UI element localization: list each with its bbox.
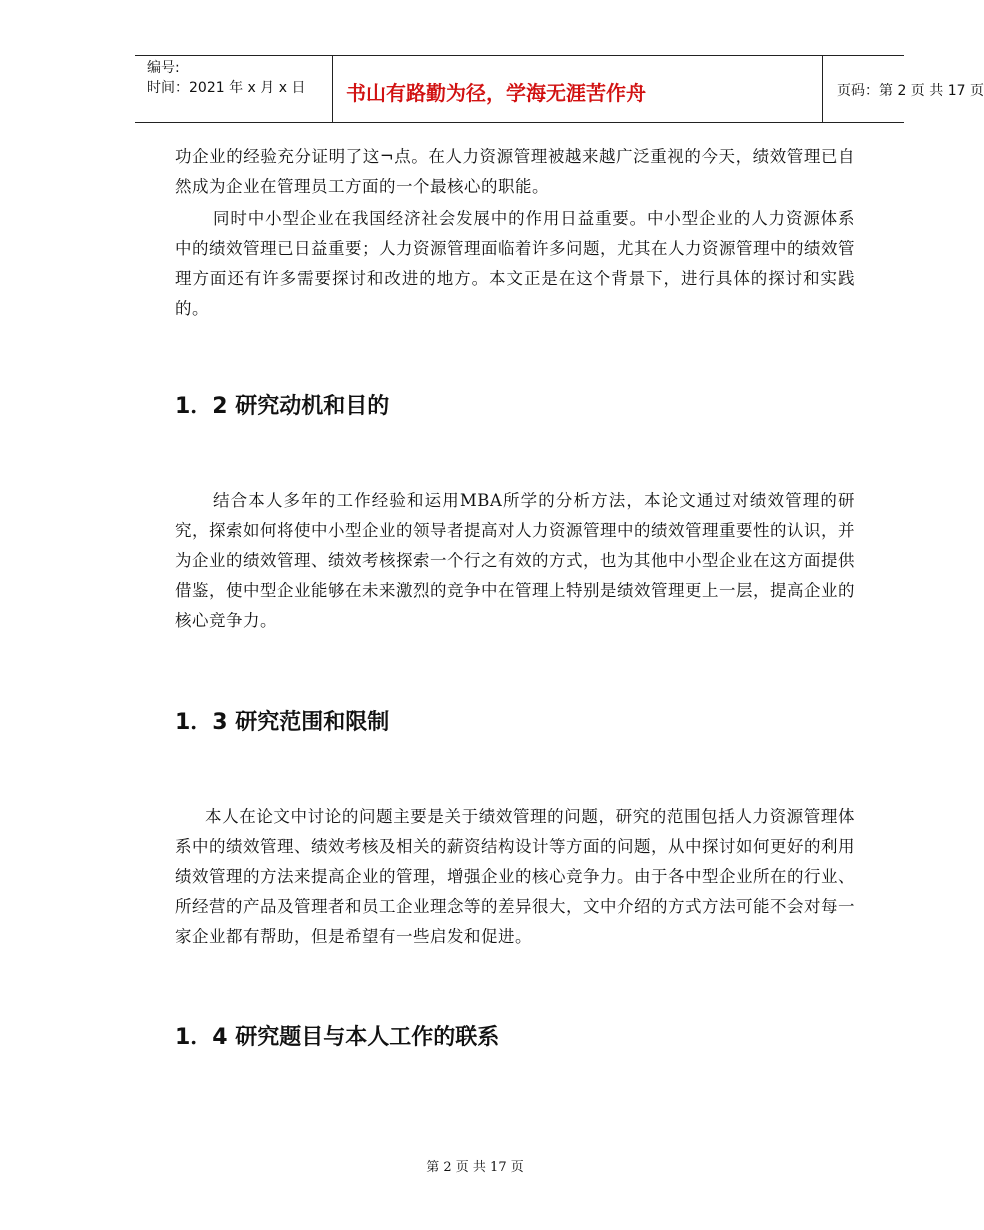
section-heading: 1．3 研究范围和限制	[175, 710, 390, 735]
body-paragraph: 同时中小型企业在我国经济社会发展中的作用日益重要。中小型企业的人力资源体系中的绩效管理已日益重要；人力资源管理面临着许多问题，尤其在人力资源管理中的绩效管理方面还有许多需要探讨和改进的地方。本文正是在这个背景下，进行具体的探讨和实践的。	[175, 209, 855, 318]
section-heading: 1．4 研究题目与本人工作的联系	[175, 1025, 500, 1050]
body-paragraph: 功企业的经验充分证明了这¬点。在人力资源管理被越来越广泛重视的今天，绩效管理已自然成为企业在管理员工方面的一个最核心的职能。	[175, 147, 855, 196]
header-page-number: 页码：第 2 页 共 17 页	[837, 83, 984, 99]
header-meta-cell	[135, 56, 333, 122]
document-number-label: 编号:	[147, 60, 180, 76]
body-paragraph: 本人在论文中讨论的问题主要是关于绩效管理的问题，研究的范围包括人力资源管理体系中的绩效管理、绩效考核及相关的薪资结构设计等方面的问题，从中探讨如何更好的利用绩效管理的方法来提高企业的管理，增强企业的核心竞争力。由于各中型企业所在的行业、所经营的产品及管理者和员工企业理念等的差异很大，文中介绍的方式方法可能不会对每一家企业都有帮助，但是希望有一些启发和促进。	[175, 807, 855, 946]
header-motto-cell	[333, 56, 823, 122]
page-header	[135, 55, 984, 123]
section-heading: 1．2 研究动机和目的	[175, 394, 390, 419]
header-page-cell	[823, 56, 984, 122]
body-paragraph: 结合本人多年的工作经验和运用MBA所学的分析方法，本论文通过对绩效管理的研究，探索如何将使中小型企业的领导者提高对人力资源管理中的绩效管理重要性的认识，并为企业的绩效管理、绩效考核探索一个行之有效的方式，也为其他中小型企业在这方面提供借鉴，使中型企业能够在未来激烈的竞争中在管理上特别是绩效管理更上一层，提高企业的核心竞争力。	[175, 491, 855, 630]
document-date-label: 时间：2021 年 x 月 x 日	[147, 80, 306, 96]
header-motto: 书山有路勤为径，学海无涯苦作舟	[346, 81, 646, 105]
page-footer: 第 2 页 共 17 页	[426, 1160, 524, 1175]
